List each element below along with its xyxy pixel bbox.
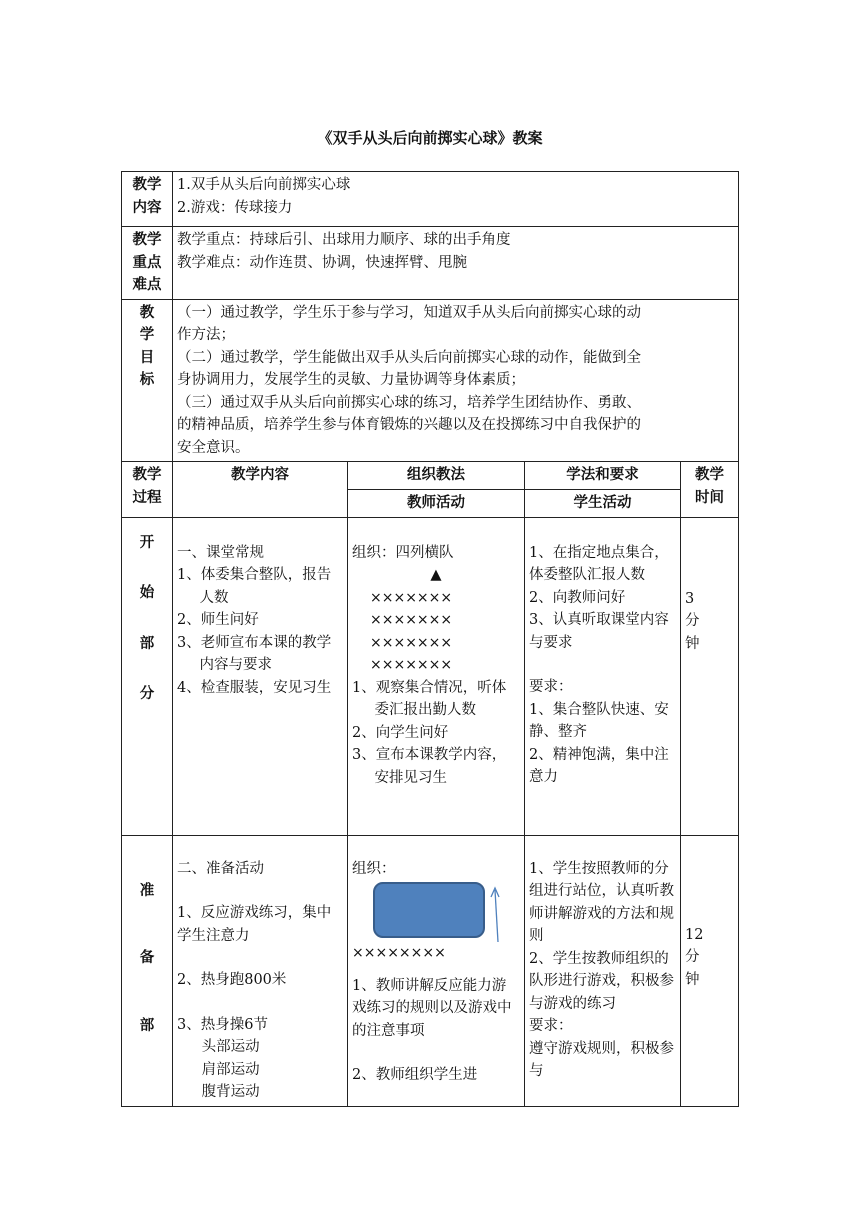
list-item: 1、学生按照教师的分组进行站位，认真听教师讲解游戏的方法和规则	[529, 860, 674, 944]
list-item: 2、学生按教师组织的队形进行游戏，积极参与游戏的练习	[529, 950, 674, 1012]
list-item: 2、热身跑800米	[177, 972, 287, 988]
list-item: 2、向教师问好	[529, 589, 626, 606]
section-prep-student	[525, 835, 681, 1106]
arrow-line	[495, 890, 498, 942]
goal-line: 的精神品质，培养学生参与体育锻炼的兴趣以及在投掷练习中自我保护的	[177, 417, 641, 433]
goal-line: （三）通过双手从头后向前掷实心球的练习，培养学生团结协作、勇敢、	[177, 394, 641, 411]
formation-row: ×××××××	[370, 589, 453, 606]
content-line: 1.双手从头后向前掷实心球	[177, 177, 351, 193]
formation-diagram-svg	[352, 880, 522, 942]
goal-line: 身协调用力，发展学生的灵敏、力量协调等身体素质；	[177, 372, 525, 388]
header-time: 教学 时间	[681, 462, 739, 518]
formation-row: ××××××××	[352, 945, 446, 961]
list-item: 1、观察集合情况，听体委汇报出勤人数	[352, 679, 507, 718]
header-student: 学生活动	[525, 490, 681, 518]
list-item: 3、认真听取课堂内容与要求	[529, 612, 669, 651]
goals-cell	[173, 299, 739, 462]
row-focus	[122, 227, 739, 300]
formation-row: ×××××××	[370, 657, 453, 673]
list-item: 肩部运动	[201, 1061, 260, 1078]
list-item: 3、热身操6节	[177, 1016, 268, 1033]
page-title: 《双手从头后向前掷实心球》教案	[317, 129, 543, 147]
list-item: 1、集合整队快速、安静、整齐	[529, 701, 669, 740]
content-line: 2.游戏：传球接力	[177, 199, 293, 216]
activity-area-box	[374, 883, 484, 937]
row-goals	[122, 299, 739, 462]
goal-line: （二）通过教学，学生能做出双手从头后向前掷实心球的动作，能做到全	[177, 349, 641, 366]
row-teaching-content	[122, 172, 739, 227]
teaching-content-cell	[173, 172, 739, 227]
requirement-label: 要求：	[529, 1018, 573, 1034]
goal-line: 作方法；	[177, 327, 235, 343]
row-section-start	[122, 517, 739, 835]
section-start-teacher	[348, 517, 525, 835]
header-org: 组织教法	[348, 462, 525, 490]
list-item: 2、精神饱满，集中注意力	[529, 746, 669, 785]
section-prep-content	[173, 835, 348, 1106]
list-item: 4、检查服装，安见习生	[177, 679, 332, 696]
header-teacher: 教师活动	[348, 490, 525, 518]
list-item: 头部运动	[201, 1039, 260, 1055]
requirement-label: 要求：	[529, 679, 573, 695]
list-item: 1、教师讲解反应能力游戏练习的规则以及游戏中的注意事项	[352, 977, 512, 1039]
formation-row: ×××××××	[370, 612, 453, 628]
list-item: 1、反应游戏练习，集中学生注意力	[177, 905, 332, 944]
list-item: 2、向学生问好	[352, 724, 449, 741]
list-item: 1、在指定地点集合，体委整队汇报人数	[529, 544, 669, 583]
header-content: 教学内容	[173, 462, 348, 518]
list-item: 2、师生问好	[177, 612, 259, 628]
org-text: 组织：	[352, 860, 396, 877]
list-item: 3、宣布本课教学内容，安排见习生	[352, 747, 507, 786]
row-section-prep	[122, 835, 739, 1106]
focus-line: 教学重点：持球后引、出球用力顺序、球的出手角度	[177, 232, 511, 248]
section-prep-name: 准 备 部	[122, 835, 173, 1106]
list-item: 腹背运动	[201, 1084, 260, 1100]
list-item: 一、课堂常规	[177, 544, 264, 561]
list-item: 遵守游戏规则，积极参与	[529, 1040, 674, 1079]
focus-cell	[173, 227, 739, 300]
label-goals: 教 学 目 标	[122, 299, 173, 462]
section-prep-teacher	[348, 835, 525, 1106]
row-header-1	[122, 462, 739, 490]
list-item: 2、教师组织学生进	[352, 1067, 478, 1083]
goal-line: 安全意识。	[177, 439, 250, 456]
teacher-marker-icon: ▲	[430, 567, 442, 583]
section-start-student	[525, 517, 681, 835]
goal-line: （一）通过教学，学生乐于参与学习，知道双手从头后向前掷实心球的动	[177, 304, 641, 321]
formation-diagram	[352, 880, 520, 942]
header-process: 教学 过程	[122, 462, 173, 518]
lesson-plan-table	[121, 171, 739, 1107]
section-start-name: 开 始 部 分	[122, 517, 173, 835]
label-focus: 教学 重点 难点	[122, 227, 173, 300]
list-item: 1、体委集合整队，报告人数	[177, 567, 332, 606]
section-start-time: 3 分 钟	[681, 517, 739, 835]
label-teaching-content: 教学 内容	[122, 172, 173, 227]
header-learn: 学法和要求	[525, 462, 681, 490]
section-prep-time: 12 分 钟	[681, 835, 739, 1106]
focus-line: 教学难点：动作连贯、协调，快速挥臂、甩腕	[177, 254, 467, 271]
section-start-content	[173, 517, 348, 835]
formation-row: ×××××××	[370, 634, 453, 651]
org-text: 组织：四列横队	[352, 544, 454, 561]
list-item: 3、老师宣布本课的教学内容与要求	[177, 634, 332, 673]
list-item: 二、准备活动	[177, 860, 264, 877]
